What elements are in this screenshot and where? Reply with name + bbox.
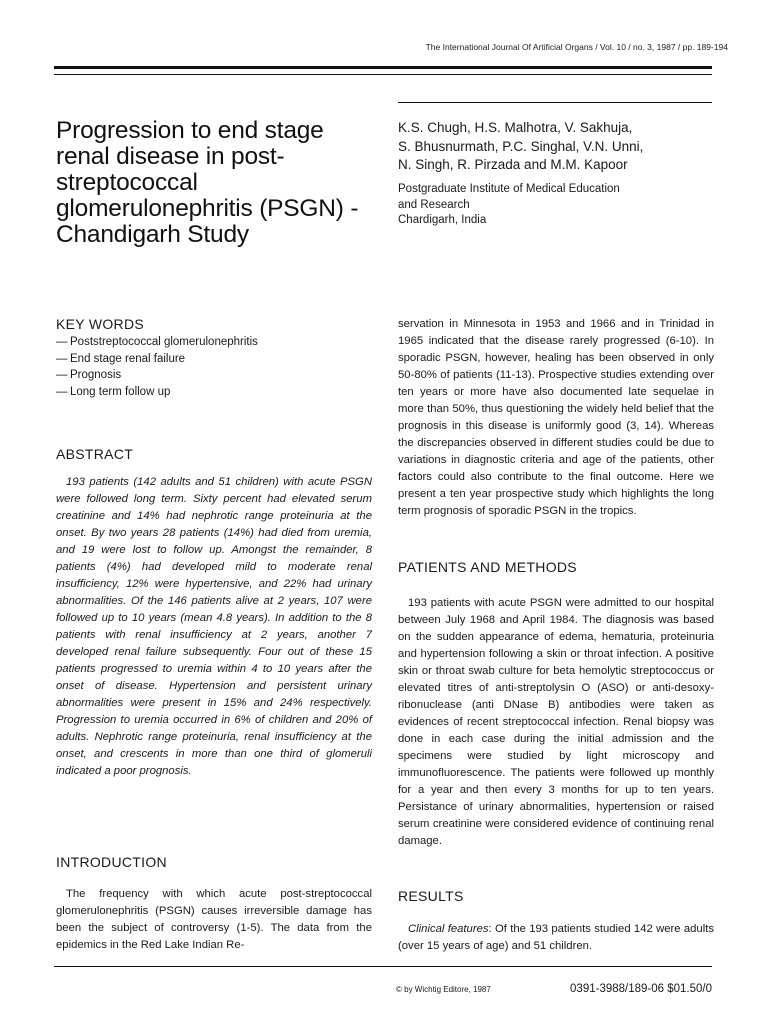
article-title: Progression to end stage renal disease in post-streptococcal glomerulonephritis (PSGN) - Chandigarh Study [56,117,359,248]
introduction-heading: INTRODUCTION [56,854,167,870]
author-list [398,119,718,175]
affiliation-line: Chardigarh, India [398,214,487,226]
results-text [398,921,714,955]
results-heading: RESULTS [398,888,464,904]
introduction-text: The frequency with which acute post-streptococcal glomerulonephritis (PSGN) causes irreversible damage has been the subject of controversy (1-5). The data from the epidemics in the Red Lake Indian Re- [56,888,372,951]
author-line: N. Singh, R. Pirzada and M.M. Kapoor [398,157,628,172]
results-lead: Clinical features [408,923,489,935]
abstract-text: 193 patients (142 adults and 51 children) with acute PSGN were followed long term. Sixty percent had elevated serum creatinine and 14% had nephrotic range proteinuria at the onset. By two years 28 patients (14%) had died from uremia, and 19 were lost to follow up. Amongst the remainder, 8 patients (4%) had developed mild to moderate renal insufficiency, 12% were hypertensive, and 22% had urinary abnormalities. Of the 146 patients alive at 2 years, 107 were followed up to 10 years (mean 4.8 years). In addition to the 8 patients with renal insufficiency at 2 years, another 7 developed renal failure subsequently. Four out of these 15 patients progressed to uremia within 4 to 10 years after the onset of disease. Hypertension and persistent urinary abnormalities were present in 15% and 24% respectively. Progression to uremia occurred in 6% of children and 20% of adults. Nephrotic range proteinuria, renal insufficiency at the onset, and crescents in more than one third of glomeruli indicated a poor prognosis. [56,476,372,777]
affiliation [398,182,718,229]
author-rule [398,102,712,103]
issn-code: 0391-3988/189-06 $01.50/0 [570,983,712,995]
results-body: : Of the 193 patients studied 142 were adults (over 15 years of age) and 51 children. [398,923,714,952]
affiliation-line: and Research [398,198,470,211]
author-line: K.S. Chugh, H.S. Malhotra, V. Sakhuja, [398,120,633,135]
header-rule-thick [54,66,712,69]
abstract-heading: ABSTRACT [56,446,134,462]
footer-rule [54,966,712,967]
keyword-item: — Long term follow up [56,384,356,401]
keyword-item: — End stage renal failure [56,351,356,368]
keyword-item: — Poststreptococcal glomerulonephritis [56,334,356,351]
introduction-continued-text: servation in Minnesota in 1953 and 1966 and in Trinidad in 1965 indicated that the disease rarely progressed (6-10). In sporadic PSGN, however, healing has been observed in only 50-80% of patients (11-13). Prospective studies extending over ten years or more have also documented late sequelae in more than 50%, thus questioning the widely held belief that the prognosis in this disease is uniformly good (3, 14). Whereas the discrepancies observed in different studies could be due to variations in diagnostic criteria and age of the patients, other factors could also contribute to the final outcome. Here we present a ten year prospective study which highlights the long term prognosis of sporadic PSGN in the tropics. [398,318,714,517]
journal-header: The International Journal Of Artificial Organs / Vol. 10 / no. 3, 1987 / pp. 189-194 [425,42,728,52]
keywords-list [56,334,356,400]
keywords-heading: KEY WORDS [56,316,145,332]
header-rule-thin [54,74,712,75]
copyright-notice: © by Wichtig Editore, 1987 [396,985,491,994]
methods-heading: PATIENTS AND METHODS [398,559,577,575]
keyword-item: — Prognosis [56,367,356,384]
author-line: S. Bhusnurmath, P.C. Singhal, V.N. Unni, [398,138,644,154]
affiliation-line: Postgraduate Institute of Medical Education [398,183,620,195]
methods-text: 193 patients with acute PSGN were admitted to our hospital between July 1968 and April 1984. The diagnosis was based on the sudden appearance of edema, hematuria, proteinuria and hypertension following a skin or throat infection. A positive skin or throat swab culture for beta hemolytic streptococcus or elevated titres of anti-streptolysin O (ASO) or anti-desoxy-ribonuclease (anti DNase B) antibodies were taken as evidences of recent streptococcal infection. Renal biopsy was done in each case during the initial admission and the specimens were studied by light microscopy and immunofluorescence. The patients were followed up monthly for a year and then every 3 months for up to ten years. Persistance of urinary abnormalities, hypertension or raised serum creatinine were considered evidence of continuing renal damage. [398,597,714,847]
